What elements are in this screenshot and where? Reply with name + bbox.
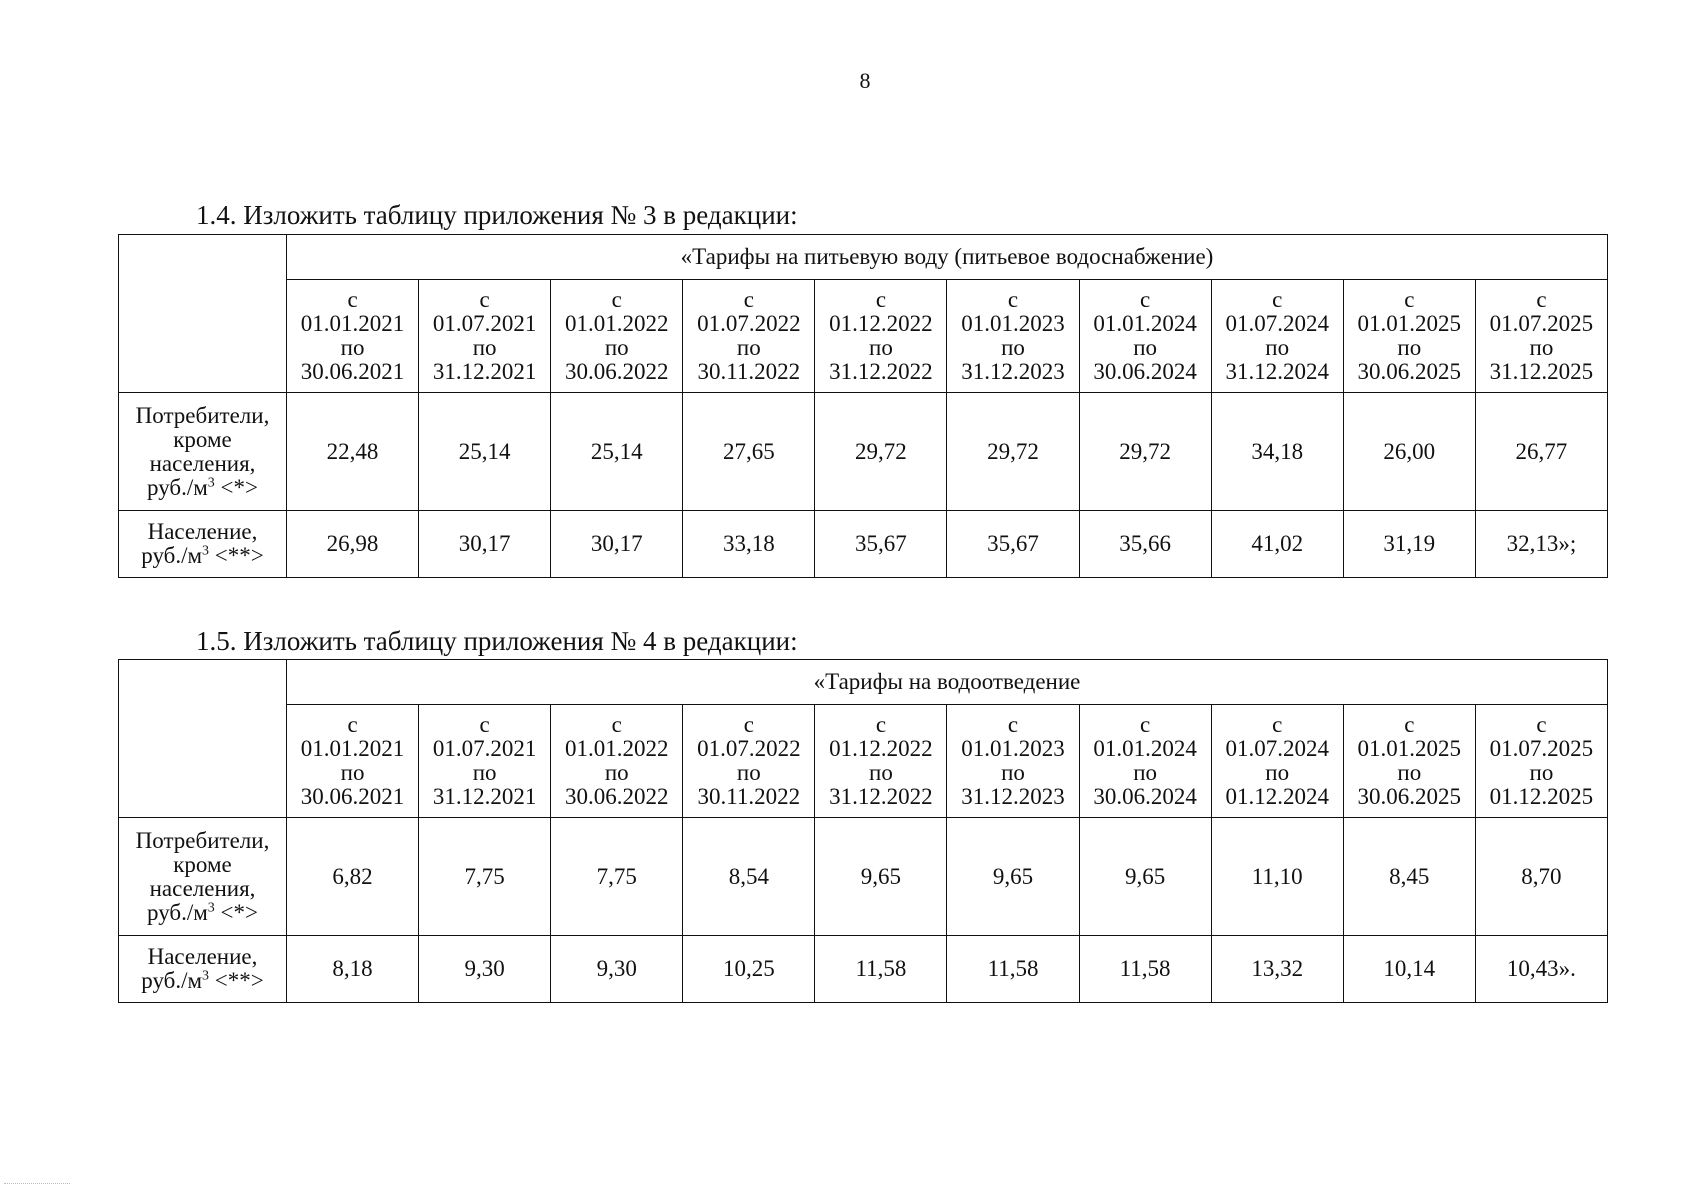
table-row <box>119 393 1608 511</box>
tariff-value-cell: 27,65 <box>683 393 815 511</box>
period-to: 30.06.2024 <box>1093 359 1197 384</box>
period-to-word: по <box>1133 760 1158 785</box>
period-header-cell <box>947 280 1079 393</box>
header-corner-cell <box>119 660 287 818</box>
tariff-value-cell: 32,13»; <box>1475 511 1607 578</box>
tariff-value-cell: 22,48 <box>287 393 419 511</box>
period-to: 30.11.2022 <box>697 784 801 809</box>
unit-suffix: <*> <box>214 899 258 925</box>
unit-prefix: руб./м <box>141 968 203 993</box>
row-label-cell <box>119 511 287 578</box>
unit-prefix: руб./м <box>147 474 208 500</box>
period-to-word: по <box>1265 335 1290 360</box>
row-label-line: кроме <box>173 426 232 452</box>
period-from: 01.07.2024 <box>1225 736 1329 761</box>
period-header-cell <box>419 705 551 818</box>
period-header-cell <box>815 705 947 818</box>
tariff-value-cell: 6,82 <box>287 818 419 936</box>
tariff-value-cell: 10,43». <box>1475 936 1607 1003</box>
period-to-word: по <box>340 760 365 785</box>
scan-corner-mark <box>4 1183 70 1186</box>
period-to: 31.12.2023 <box>961 359 1065 384</box>
section-heading-wastewater: 1.5. Изложить таблицу приложения № 4 в редакции: <box>196 626 798 656</box>
tariff-value-cell: 29,72 <box>815 393 947 511</box>
period-header-cell <box>287 705 419 818</box>
row-label-line: Потребители, <box>135 827 270 853</box>
period-from: 01.01.2024 <box>1093 311 1197 336</box>
period-to-word: по <box>604 335 629 360</box>
tariff-value-cell: 11,58 <box>947 936 1079 1003</box>
period-from-word: с <box>743 712 754 737</box>
table-caption: «Тарифы на водоотведение <box>287 660 1608 705</box>
period-from: 01.01.2022 <box>564 311 669 336</box>
unit-suffix: <**> <box>209 968 264 993</box>
row-unit <box>119 969 286 993</box>
tariff-value-cell: 30,17 <box>551 511 683 578</box>
row-label-line: кроме <box>173 851 232 877</box>
period-from: 01.01.2022 <box>564 736 669 761</box>
tariff-value-cell: 26,00 <box>1343 393 1475 511</box>
period-to: 31.12.2024 <box>1225 359 1329 384</box>
table-row <box>119 936 1608 1003</box>
period-from-word: с <box>1404 712 1415 737</box>
period-from-word: с <box>1140 287 1151 312</box>
row-label-cell <box>119 393 287 511</box>
tariff-value-cell: 31,19 <box>1343 511 1475 578</box>
tariff-value-cell: 13,32 <box>1211 936 1343 1003</box>
tariff-value-cell: 9,65 <box>815 818 947 936</box>
period-from: 01.07.2022 <box>697 311 801 336</box>
period-from-word: с <box>1272 287 1283 312</box>
period-from-word: с <box>1007 712 1019 737</box>
period-to: 31.12.2022 <box>829 784 933 809</box>
row-unit <box>119 901 286 925</box>
period-from: 01.01.2025 <box>1357 736 1462 761</box>
period-to: 30.11.2022 <box>697 359 801 384</box>
period-header-cell <box>815 280 947 393</box>
period-to-word: по <box>472 760 497 785</box>
period-to: 31.12.2023 <box>961 784 1065 809</box>
period-from-word: с <box>479 712 490 737</box>
unit-superscript: 3 <box>207 474 215 490</box>
period-to: 30.06.2022 <box>564 784 669 809</box>
period-from: 01.12.2022 <box>829 311 933 336</box>
row-unit <box>119 476 286 500</box>
period-header-cell <box>1343 280 1475 393</box>
period-from-word: с <box>875 712 887 737</box>
section-heading-water-supply: 1.4. Изложить таблицу приложения № 3 в редакции: <box>196 200 798 230</box>
tariff-value-cell: 35,67 <box>815 511 947 578</box>
period-to: 31.12.2021 <box>432 784 537 809</box>
period-header-cell <box>551 280 683 393</box>
period-to-word: по <box>736 335 761 360</box>
period-to: 30.06.2021 <box>300 359 405 384</box>
row-label-cell <box>119 936 287 1003</box>
row-label-line: населения, <box>149 450 256 476</box>
tariff-value-cell: 30,17 <box>419 511 551 578</box>
period-from-word: с <box>1536 712 1547 737</box>
period-header-cell <box>1079 280 1211 393</box>
period-from: 01.01.2023 <box>961 736 1065 761</box>
tariff-value-cell: 29,72 <box>1079 393 1211 511</box>
period-from: 01.07.2022 <box>697 736 801 761</box>
tariff-value-cell: 11,10 <box>1211 818 1343 936</box>
tariff-value-cell: 8,45 <box>1343 818 1475 936</box>
period-to-word: по <box>1265 760 1290 785</box>
period-to-word: по <box>869 335 893 360</box>
unit-suffix: <**> <box>209 543 264 568</box>
period-to: 31.12.2021 <box>432 359 537 384</box>
period-from-word: с <box>743 287 754 312</box>
tariff-value-cell: 8,70 <box>1475 818 1607 936</box>
period-to-word: по <box>1529 335 1554 360</box>
unit-suffix: <*> <box>214 474 258 500</box>
period-from: 01.07.2021 <box>432 311 537 336</box>
period-to-word: по <box>1133 335 1158 360</box>
row-unit <box>119 544 286 568</box>
period-header-cell <box>1211 280 1343 393</box>
period-to-word: по <box>1397 335 1422 360</box>
unit-superscript: 3 <box>202 543 210 559</box>
period-header-cell <box>1079 705 1211 818</box>
period-to: 30.06.2024 <box>1093 784 1197 809</box>
period-to: 30.06.2022 <box>564 359 669 384</box>
table-row <box>119 818 1608 936</box>
tariff-value-cell: 25,14 <box>419 393 551 511</box>
period-to: 30.06.2025 <box>1357 784 1462 809</box>
tariff-value-cell: 9,65 <box>947 818 1079 936</box>
period-to-word: по <box>1397 760 1422 785</box>
tariff-value-cell: 10,14 <box>1343 936 1475 1003</box>
period-from: 01.01.2021 <box>300 736 405 761</box>
period-to: 01.12.2025 <box>1489 784 1594 809</box>
tariff-value-cell: 33,18 <box>683 511 815 578</box>
unit-prefix: руб./м <box>147 899 208 925</box>
period-from: 01.07.2021 <box>432 736 537 761</box>
tariff-table-wastewater <box>118 659 1608 1003</box>
period-from: 01.07.2025 <box>1489 736 1594 761</box>
unit-superscript: 3 <box>207 899 215 915</box>
period-header-cell <box>1475 705 1607 818</box>
tariff-value-cell: 7,75 <box>419 818 551 936</box>
tariff-value-cell: 26,77 <box>1475 393 1607 511</box>
tariff-value-cell: 9,30 <box>419 936 551 1003</box>
period-from: 01.01.2024 <box>1093 736 1197 761</box>
period-header-cell <box>683 280 815 393</box>
period-to: 31.12.2025 <box>1489 359 1594 384</box>
period-from-word: с <box>611 287 622 312</box>
period-from: 01.07.2024 <box>1225 311 1329 336</box>
row-label-cell <box>119 818 287 936</box>
period-to-word: по <box>340 335 365 360</box>
tariff-value-cell: 26,98 <box>287 511 419 578</box>
period-from-word: с <box>1140 712 1151 737</box>
tariff-value-cell: 7,75 <box>551 818 683 936</box>
tariff-value-cell: 25,14 <box>551 393 683 511</box>
period-header-cell <box>419 280 551 393</box>
period-from-word: с <box>611 712 622 737</box>
period-to-word: по <box>869 760 893 785</box>
tariff-value-cell: 10,25 <box>683 936 815 1003</box>
period-to-word: по <box>1529 760 1554 785</box>
period-header-cell <box>1475 280 1607 393</box>
table-row <box>119 511 1608 578</box>
row-label-line: населения, <box>149 875 256 901</box>
header-corner-cell <box>119 235 287 393</box>
page-number: 8 <box>859 68 871 93</box>
period-from-word: с <box>1404 287 1415 312</box>
period-to: 01.12.2024 <box>1225 784 1329 809</box>
period-to-word: по <box>604 760 629 785</box>
period-from-word: с <box>347 287 358 312</box>
period-to-word: по <box>1001 760 1025 785</box>
row-label-line: Потребители, <box>135 402 270 428</box>
period-header-cell <box>1211 705 1343 818</box>
period-header-cell <box>947 705 1079 818</box>
tariff-value-cell: 9,30 <box>551 936 683 1003</box>
tariff-value-cell: 41,02 <box>1211 511 1343 578</box>
period-to-word: по <box>1001 335 1025 360</box>
tariff-value-cell: 11,58 <box>815 936 947 1003</box>
tariff-value-cell: 29,72 <box>947 393 1079 511</box>
period-from-word: с <box>875 287 887 312</box>
period-from: 01.01.2023 <box>961 311 1065 336</box>
period-to-word: по <box>472 335 497 360</box>
period-to-word: по <box>736 760 761 785</box>
tariff-value-cell: 8,18 <box>287 936 419 1003</box>
period-from-word: с <box>1536 287 1547 312</box>
period-from: 01.01.2021 <box>300 311 405 336</box>
period-from-word: с <box>479 287 490 312</box>
period-from: 01.12.2022 <box>829 736 933 761</box>
period-from-word: с <box>1272 712 1283 737</box>
table-caption: «Тарифы на питьевую воду (питьевое водоснабжение) <box>287 235 1608 280</box>
tariff-value-cell: 8,54 <box>683 818 815 936</box>
period-to: 30.06.2021 <box>300 784 405 809</box>
row-label-line: Население, <box>147 944 258 969</box>
period-header-cell <box>1343 705 1475 818</box>
tariff-value-cell: 11,58 <box>1079 936 1211 1003</box>
period-from-word: с <box>1007 287 1019 312</box>
tariff-value-cell: 34,18 <box>1211 393 1343 511</box>
period-header-cell <box>683 705 815 818</box>
tariff-value-cell: 35,67 <box>947 511 1079 578</box>
unit-prefix: руб./м <box>141 543 203 568</box>
tariff-table-water-supply <box>118 234 1608 578</box>
period-from: 01.01.2025 <box>1357 311 1462 336</box>
row-label-line: Население, <box>147 519 258 544</box>
period-header-cell <box>551 705 683 818</box>
period-from-word: с <box>347 712 358 737</box>
unit-superscript: 3 <box>202 968 210 984</box>
tariff-value-cell: 9,65 <box>1079 818 1211 936</box>
period-from: 01.07.2025 <box>1489 311 1594 336</box>
period-header-cell <box>287 280 419 393</box>
period-to: 31.12.2022 <box>829 359 933 384</box>
period-to: 30.06.2025 <box>1357 359 1462 384</box>
tariff-value-cell: 35,66 <box>1079 511 1211 578</box>
